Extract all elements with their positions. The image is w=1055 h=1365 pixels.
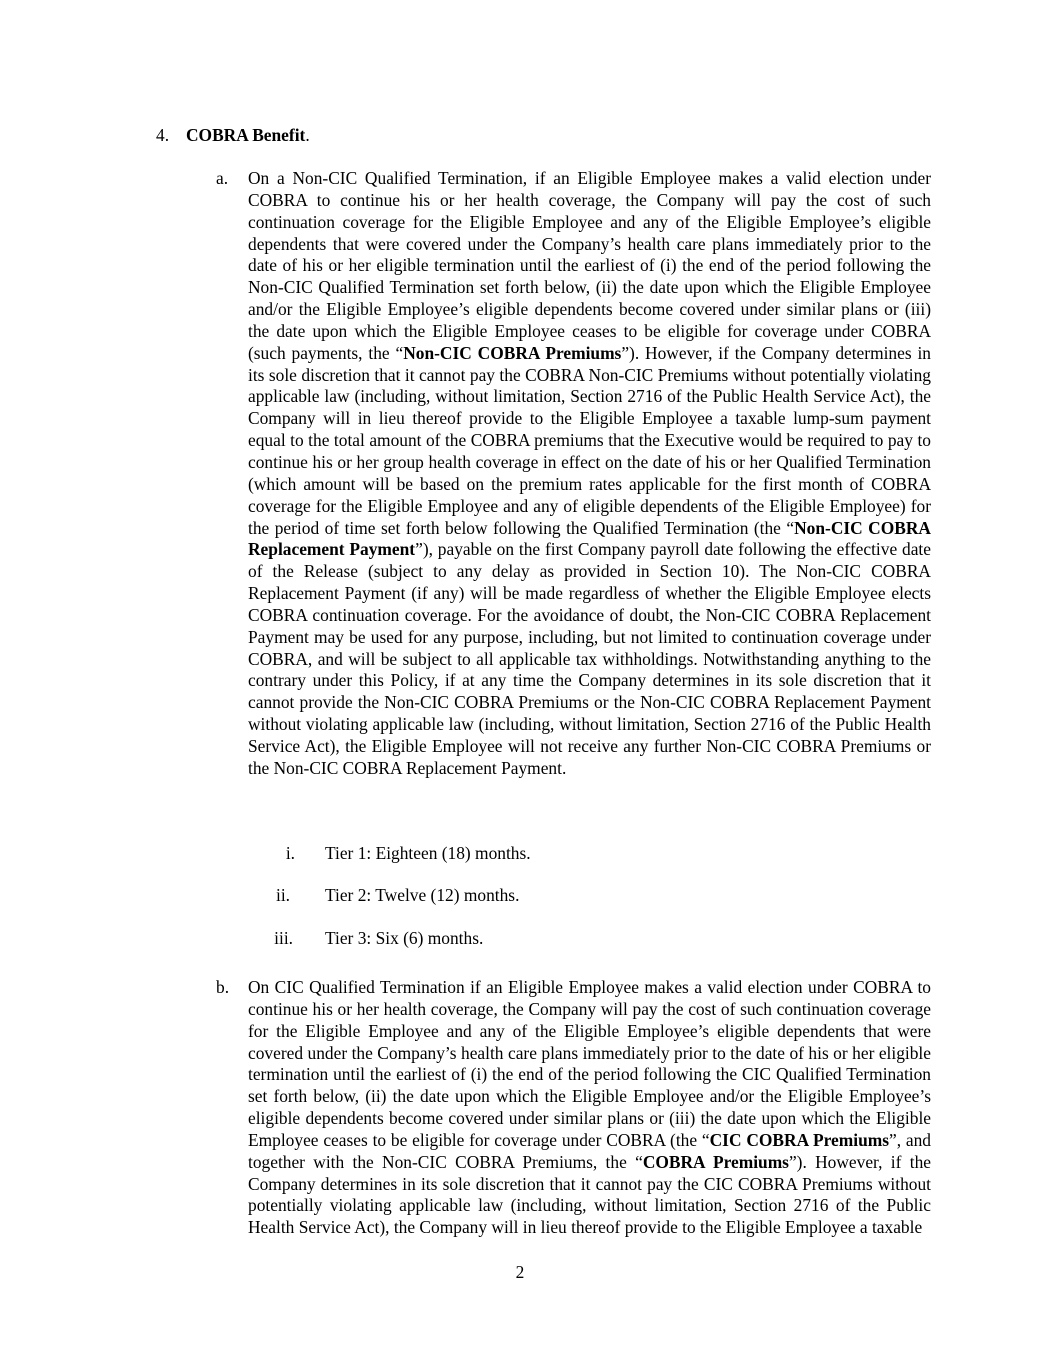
defined-term-cic-cobra-premiums: CIC COBRA Premiums — [709, 1129, 889, 1150]
defined-term-cobra-premiums: COBRA Premiums — [642, 1151, 789, 1172]
tier-text: Tier 2: Twelve (12) months. — [325, 885, 520, 905]
section-title: COBRA Benefit — [186, 125, 306, 145]
item-a-paragraph — [248, 168, 931, 780]
item-a-text-3: ”), payable on the first Company payroll date following the effective date of the Release (subject to any delay as provided in Section 10). The Non-CIC COBRA Replacement Payment (if any) will be made regardless of whether the Eligible Employee elects COBRA continuation coverage. For the avoidance of doubt, the Non-CIC COBRA Replacement Payment may be used for any purpose, including, but not limited to continuation coverage under COBRA, and will be subject to all applicable tax withholdings. Notwithstanding anything to the contrary under this Policy, if at any time the Company determines in its sole discretion that it cannot provide the Non-CIC COBRA Premiums or the Non-CIC COBRA Replacement Payment without violating applicable law (including, without limitation, Section 2716 of the Public Health Service Act), the Eligible Employee will not receive any further Non-CIC COBRA Premiums or the Non-CIC COBRA Replacement Payment. — [248, 539, 931, 778]
section-title-period: . — [305, 125, 310, 145]
item-a-label: a. — [216, 168, 229, 188]
item-b-text-1: On CIC Qualified Termination if an Eligible Employee makes a valid election under COBRA to continue his or her health coverage, the Company will pay the cost of such continuation coverage for the Eligible Employee and any of the Eligible Employee’s eligible dependents that were covered under the Company’s health care plans immediately prior to the date of his or her eligible termination until the earliest of (i) the end of the period following the CIC Qualified Termination set forth below, (ii) the date upon which the Eligible Employee and/or the Eligible Employee’s eligible dependents become covered under similar plans or (iii) the date upon which the Eligible Employee ceases to be eligible for coverage under COBRA (the “ — [248, 977, 931, 1150]
defined-term-non-cic-cobra-replacement-payment: Non-CIC COBRA Replacement Payment — [248, 517, 931, 560]
item-b-text-3: ”). However, if the Company determines in its sole discretion that it cannot pay the CIC COBRA Premiums without potentially violating applicable law (including, without limitation, Section 2716 of the Public Health Service Act), the Company will in lieu thereof provide to the Eligible Employee a taxable — [248, 1151, 931, 1238]
tier-numeral: iii. — [274, 928, 293, 948]
tier-numeral: i. — [285, 843, 295, 863]
tier-text: Tier 1: Eighteen (18) months. — [325, 843, 531, 863]
item-b-text-2: ”, and together with the Non-CIC COBRA Premiums, the “ — [248, 1129, 932, 1172]
tier-text: Tier 3: Six (6) months. — [325, 928, 484, 948]
page-number: 2 — [515, 1262, 525, 1282]
item-b-paragraph — [248, 977, 931, 1239]
item-a-text-1: On a Non-CIC Qualified Termination, if an Eligible Employee makes a valid election under COBRA to continue his or her health coverage, the Company will pay the cost of such continuation coverage for the Eligible Employee and any of the Eligible Employee’s eligible dependents that were covered under the Company’s health care plans immediately prior to the date of his or her eligible termination until the earliest of (i) the end of the period following the Non-CIC Qualified Termination set forth below, (ii) the date upon which the Eligible Employee and/or the Eligible Employee’s eligible dependents become covered under similar plans or (iii) the date upon which the Eligible Employee ceases to be eligible for coverage under COBRA (such payments, the “ — [248, 168, 931, 363]
section-heading — [156, 124, 310, 146]
item-b-label: b. — [216, 977, 230, 997]
section-number: 4. — [156, 125, 170, 145]
item-a-text-2: ”). However, if the Company determines in its sole discretion that it cannot pay the COBRA Non-CIC Premiums without potentially violating applicable law (including, without limitation, Section 2716 of the Public Health Service Act), the Company will in lieu thereof provide to the Eligible Employee a taxable lump-sum payment equal to the total amount of the COBRA premiums that the Executive would be required to pay to continue his or her group health coverage in effect on the date of his or her Qualified Termination (which amount will be based on the premium rates applicable for the first month of COBRA coverage for the Eligible Employee and any of eligible dependents of the Eligible Employee) for the period of time set forth below following the Qualified Termination (the “ — [248, 342, 931, 538]
tier-numeral: ii. — [275, 885, 290, 905]
defined-term-non-cic-cobra-premiums: Non-CIC COBRA Premiums — [403, 342, 622, 363]
